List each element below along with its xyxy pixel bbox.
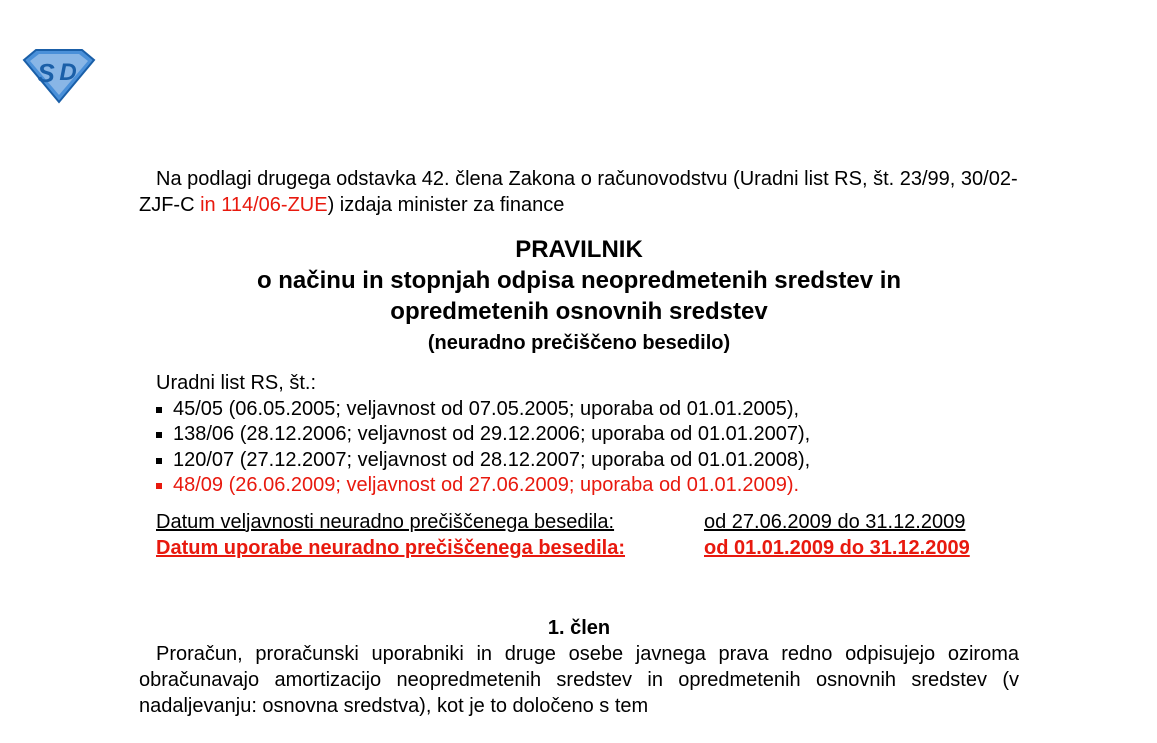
intro-text-part2: ) izdaja minister za finance [327,194,565,216]
gazette-item: 120/07 (27.12.2007; veljavnost od 28.12.2007; uporaba od 01.01.2008), [156,448,1019,474]
bullet-icon [156,407,162,413]
gazette-item: 138/06 (28.12.2006; veljavnost od 29.12.2006; uporaba od 01.01.2007), [156,422,1019,448]
usage-label: Datum uporabe neuradno prečiščenega besedila: [156,536,626,559]
intro-text-part1: Na podlagi drugega odstavka 42. člena Zakona o računovodstvu (Uradni list RS, št. 23/99, 30/02-ZJF-C [139,168,1018,216]
bullet-icon [156,432,162,438]
usage-range: od 01.01.2009 do 31.12.2009 [704,536,970,559]
sd-logo-icon [22,48,96,104]
title-block [139,234,1019,357]
svg-text:S: S [37,58,55,88]
validity-label: Datum veljavnosti neuradno prečiščenega besedila: [156,510,615,533]
gazette-item: 45/05 (06.05.2005; veljavnost od 07.05.2005; uporaba od 01.01.2005), [156,397,1019,423]
svg-text:D: D [59,59,77,86]
usage-row [156,535,1019,561]
gazette-list [156,397,1019,499]
bullet-icon [156,458,162,464]
bullet-icon [156,483,162,489]
intro-amendment: in 114/06-ZUE [200,194,328,216]
intro-paragraph [139,166,1019,218]
gazette-item-latest: 48/09 (26.06.2009; veljavnost od 27.06.2009; uporaba od 01.01.2009). [156,473,1019,499]
document-subtitle: o načinu in stopnjah odpisa neopredmetenih sredstev in opredmetenih osnovnih sredstev [256,267,902,325]
article-heading: 1. člen [547,616,611,639]
document-page [139,166,1019,719]
gazette-list-block [139,371,1019,499]
validity-block [139,509,1019,561]
validity-range: od 27.06.2009 do 31.12.2009 [704,510,966,533]
validity-row [156,509,1019,535]
article-body: Proračun, proračunski uporabniki in druge osebe javnega prava redno odpisujejo oziroma obračunavajo amortizacijo neopredmetenih sredstev in opredmetenih osnovnih sredstev (v nadaljevanju: osnovna sredstva), kot je to določeno s tem [139,642,1019,717]
document-note: (neuradno prečiščeno besedilo) [427,332,731,354]
document-title: PRAVILNIK [515,236,643,263]
gazette-heading: Uradni list RS, št.: [156,372,317,394]
